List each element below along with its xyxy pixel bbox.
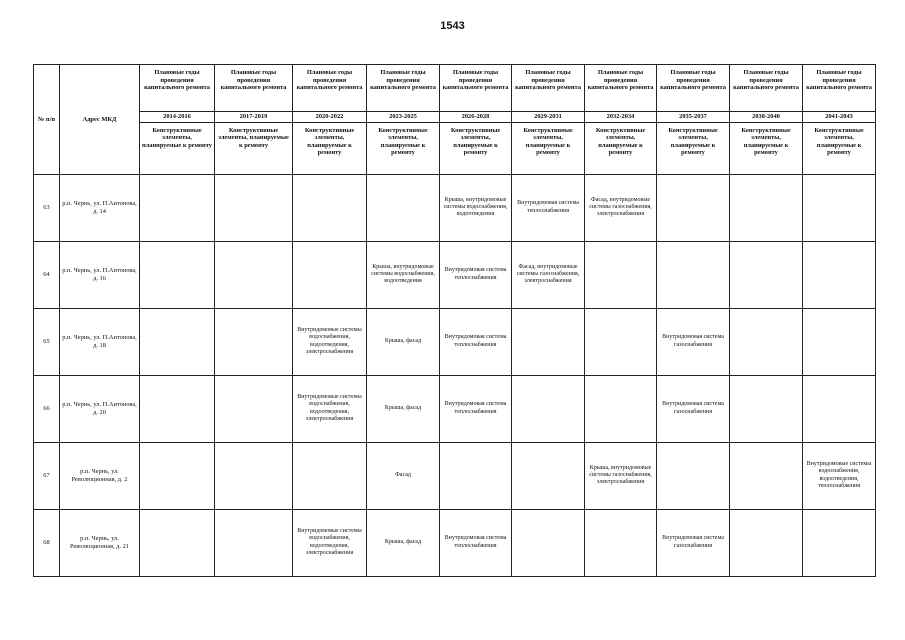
header-elements: Конструктивные элементы, планируемые к ремонту [512, 122, 585, 174]
table-row [34, 442, 876, 509]
header-period: 2014-2016 [140, 112, 215, 123]
row-cell [803, 241, 876, 308]
row-cell: Крыша, внутридомовые системы газоснабжения, электроснабжения [585, 442, 657, 509]
row-cell: Крыша, фасад [367, 308, 440, 375]
row-cell: Внутридомовая система теплоснабжения [440, 308, 512, 375]
row-number: 63 [34, 174, 60, 241]
row-address: р.п. Чернь, ул. П.Антонова, д. 18 [60, 308, 140, 375]
header-years-title: Плановые годы проведения капитального ремонта [367, 65, 440, 112]
row-cell [730, 509, 803, 576]
header-period: 2038-2040 [730, 112, 803, 123]
header-elements: Конструктивные элементы, планируемые к ремонту [657, 122, 730, 174]
row-cell [730, 174, 803, 241]
row-cell [440, 442, 512, 509]
header-period: 2041-2043 [803, 112, 876, 123]
header-period: 2020-2022 [293, 112, 367, 123]
row-cell [730, 442, 803, 509]
header-elements: Конструктивные элементы, планируемые к ремонту [730, 122, 803, 174]
row-cell: Крыша, фасад [367, 509, 440, 576]
header-period: 2035-2037 [657, 112, 730, 123]
row-address: р.п. Чернь, ул. П.Антонова, д. 16 [60, 241, 140, 308]
row-cell: Внутридомовая система газоснабжения [657, 375, 730, 442]
table-row [34, 509, 876, 576]
header-period: 2017-2019 [215, 112, 293, 123]
row-cell: Внутридомовая система теплоснабжения [440, 241, 512, 308]
row-cell [730, 241, 803, 308]
row-cell: Фасад, внутридомовые системы газоснабжения, электроснабжения [585, 174, 657, 241]
row-cell [803, 308, 876, 375]
row-cell [585, 509, 657, 576]
row-address: р.п. Чернь, ул. П.Антонова, д. 20 [60, 375, 140, 442]
row-cell: Внутридомовые системы водоснабжения, водоотведения, электроснабжения [293, 308, 367, 375]
header-period: 2029-2031 [512, 112, 585, 123]
row-cell [367, 174, 440, 241]
row-number: 67 [34, 442, 60, 509]
row-cell: Внутридомовые системы водоснабжения, водоотведения, электроснабжения [293, 509, 367, 576]
table-row [34, 241, 876, 308]
row-cell [512, 308, 585, 375]
header-years-title: Плановые годы проведения капитального ремонта [512, 65, 585, 112]
row-cell [140, 442, 215, 509]
header-elements: Конструктивные элементы, планируемые к ремонту [803, 122, 876, 174]
row-cell [585, 375, 657, 442]
row-cell: Внутридомовая система газоснабжения [657, 308, 730, 375]
header-years-title: Плановые годы проведения капитального ремонта [803, 65, 876, 112]
row-cell [803, 509, 876, 576]
row-cell [803, 375, 876, 442]
row-cell [293, 174, 367, 241]
row-cell [585, 241, 657, 308]
row-cell [140, 308, 215, 375]
capital-repair-table [33, 64, 876, 577]
header-years-title: Плановые годы проведения капитального ремонта [140, 65, 215, 112]
row-address: р.п. Чернь, ул. Революционная, д. 21 [60, 509, 140, 576]
row-number: 66 [34, 375, 60, 442]
header-years-title: Плановые годы проведения капитального ремонта [730, 65, 803, 112]
row-cell [512, 509, 585, 576]
header-years-title: Плановые годы проведения капитального ремонта [293, 65, 367, 112]
row-number: 64 [34, 241, 60, 308]
row-cell [730, 308, 803, 375]
row-cell: Внутридомовые системы водоснабжения, водоотведения, теплоснабжения [803, 442, 876, 509]
row-cell: Внутридомовая система газоснабжения [657, 509, 730, 576]
header-elements: Конструктивные элементы, планируемые к ремонту [585, 122, 657, 174]
header-period: 2023-2025 [367, 112, 440, 123]
row-cell [512, 442, 585, 509]
header-period: 2032-2034 [585, 112, 657, 123]
row-cell [140, 375, 215, 442]
row-cell [140, 174, 215, 241]
row-cell [140, 509, 215, 576]
header-years-title: Плановые годы проведения капитального ремонта [440, 65, 512, 112]
row-cell: Внутридомовые системы водоснабжения, водоотведения, электроснабжения [293, 375, 367, 442]
row-cell [215, 308, 293, 375]
row-cell [657, 241, 730, 308]
row-address: р.п. Чернь, ул. Революционная, д. 2 [60, 442, 140, 509]
row-cell: Крыша, фасад [367, 375, 440, 442]
header-address: Адрес МКД [60, 65, 140, 175]
row-cell: Крыша, внутридомовые системы водоснабжения, водоотведения [367, 241, 440, 308]
row-number: 68 [34, 509, 60, 576]
header-elements: Конструктивные элементы, планируемые к ремонту [367, 122, 440, 174]
row-cell [215, 375, 293, 442]
row-cell [585, 308, 657, 375]
header-num: № п/п [34, 65, 60, 175]
table-row [34, 308, 876, 375]
header-elements: Конструктивные элементы, планируемые к ремонту [440, 122, 512, 174]
header-elements: Конструктивные элементы, планируемые к ремонту [215, 122, 293, 174]
row-cell [215, 241, 293, 308]
page-number: 1543 [440, 20, 465, 32]
row-cell: Фасад, внутридомовые системы газоснабжения, электроснабжения [512, 241, 585, 308]
header-elements: Конструктивные элементы, планируемые к ремонту [293, 122, 367, 174]
row-cell: Фасад [367, 442, 440, 509]
row-cell [215, 509, 293, 576]
header-years-title: Плановые годы проведения капитального ремонта [215, 65, 293, 112]
row-cell [657, 174, 730, 241]
row-cell [512, 375, 585, 442]
header-years-title: Плановые годы проведения капитального ремонта [585, 65, 657, 112]
table-row [34, 375, 876, 442]
row-cell [730, 375, 803, 442]
row-cell [140, 241, 215, 308]
table-row [34, 174, 876, 241]
row-cell [215, 174, 293, 241]
row-cell: Внутридомовая система теплоснабжения [440, 509, 512, 576]
row-cell [293, 442, 367, 509]
header-years-title: Плановые годы проведения капитального ремонта [657, 65, 730, 112]
row-cell: Внутридомовая система теплоснабжения [512, 174, 585, 241]
row-cell: Крыша, внутридомовые системы водоснабжения, водоотведения [440, 174, 512, 241]
header-period: 2026-2028 [440, 112, 512, 123]
row-cell [293, 241, 367, 308]
row-cell [657, 442, 730, 509]
header-elements: Конструктивные элементы, планируемые к ремонту [140, 122, 215, 174]
row-address: р.п. Чернь, ул. П.Антонова, д. 14 [60, 174, 140, 241]
row-number: 65 [34, 308, 60, 375]
row-cell [803, 174, 876, 241]
row-cell: Внутридомовая система теплоснабжения [440, 375, 512, 442]
row-cell [215, 442, 293, 509]
